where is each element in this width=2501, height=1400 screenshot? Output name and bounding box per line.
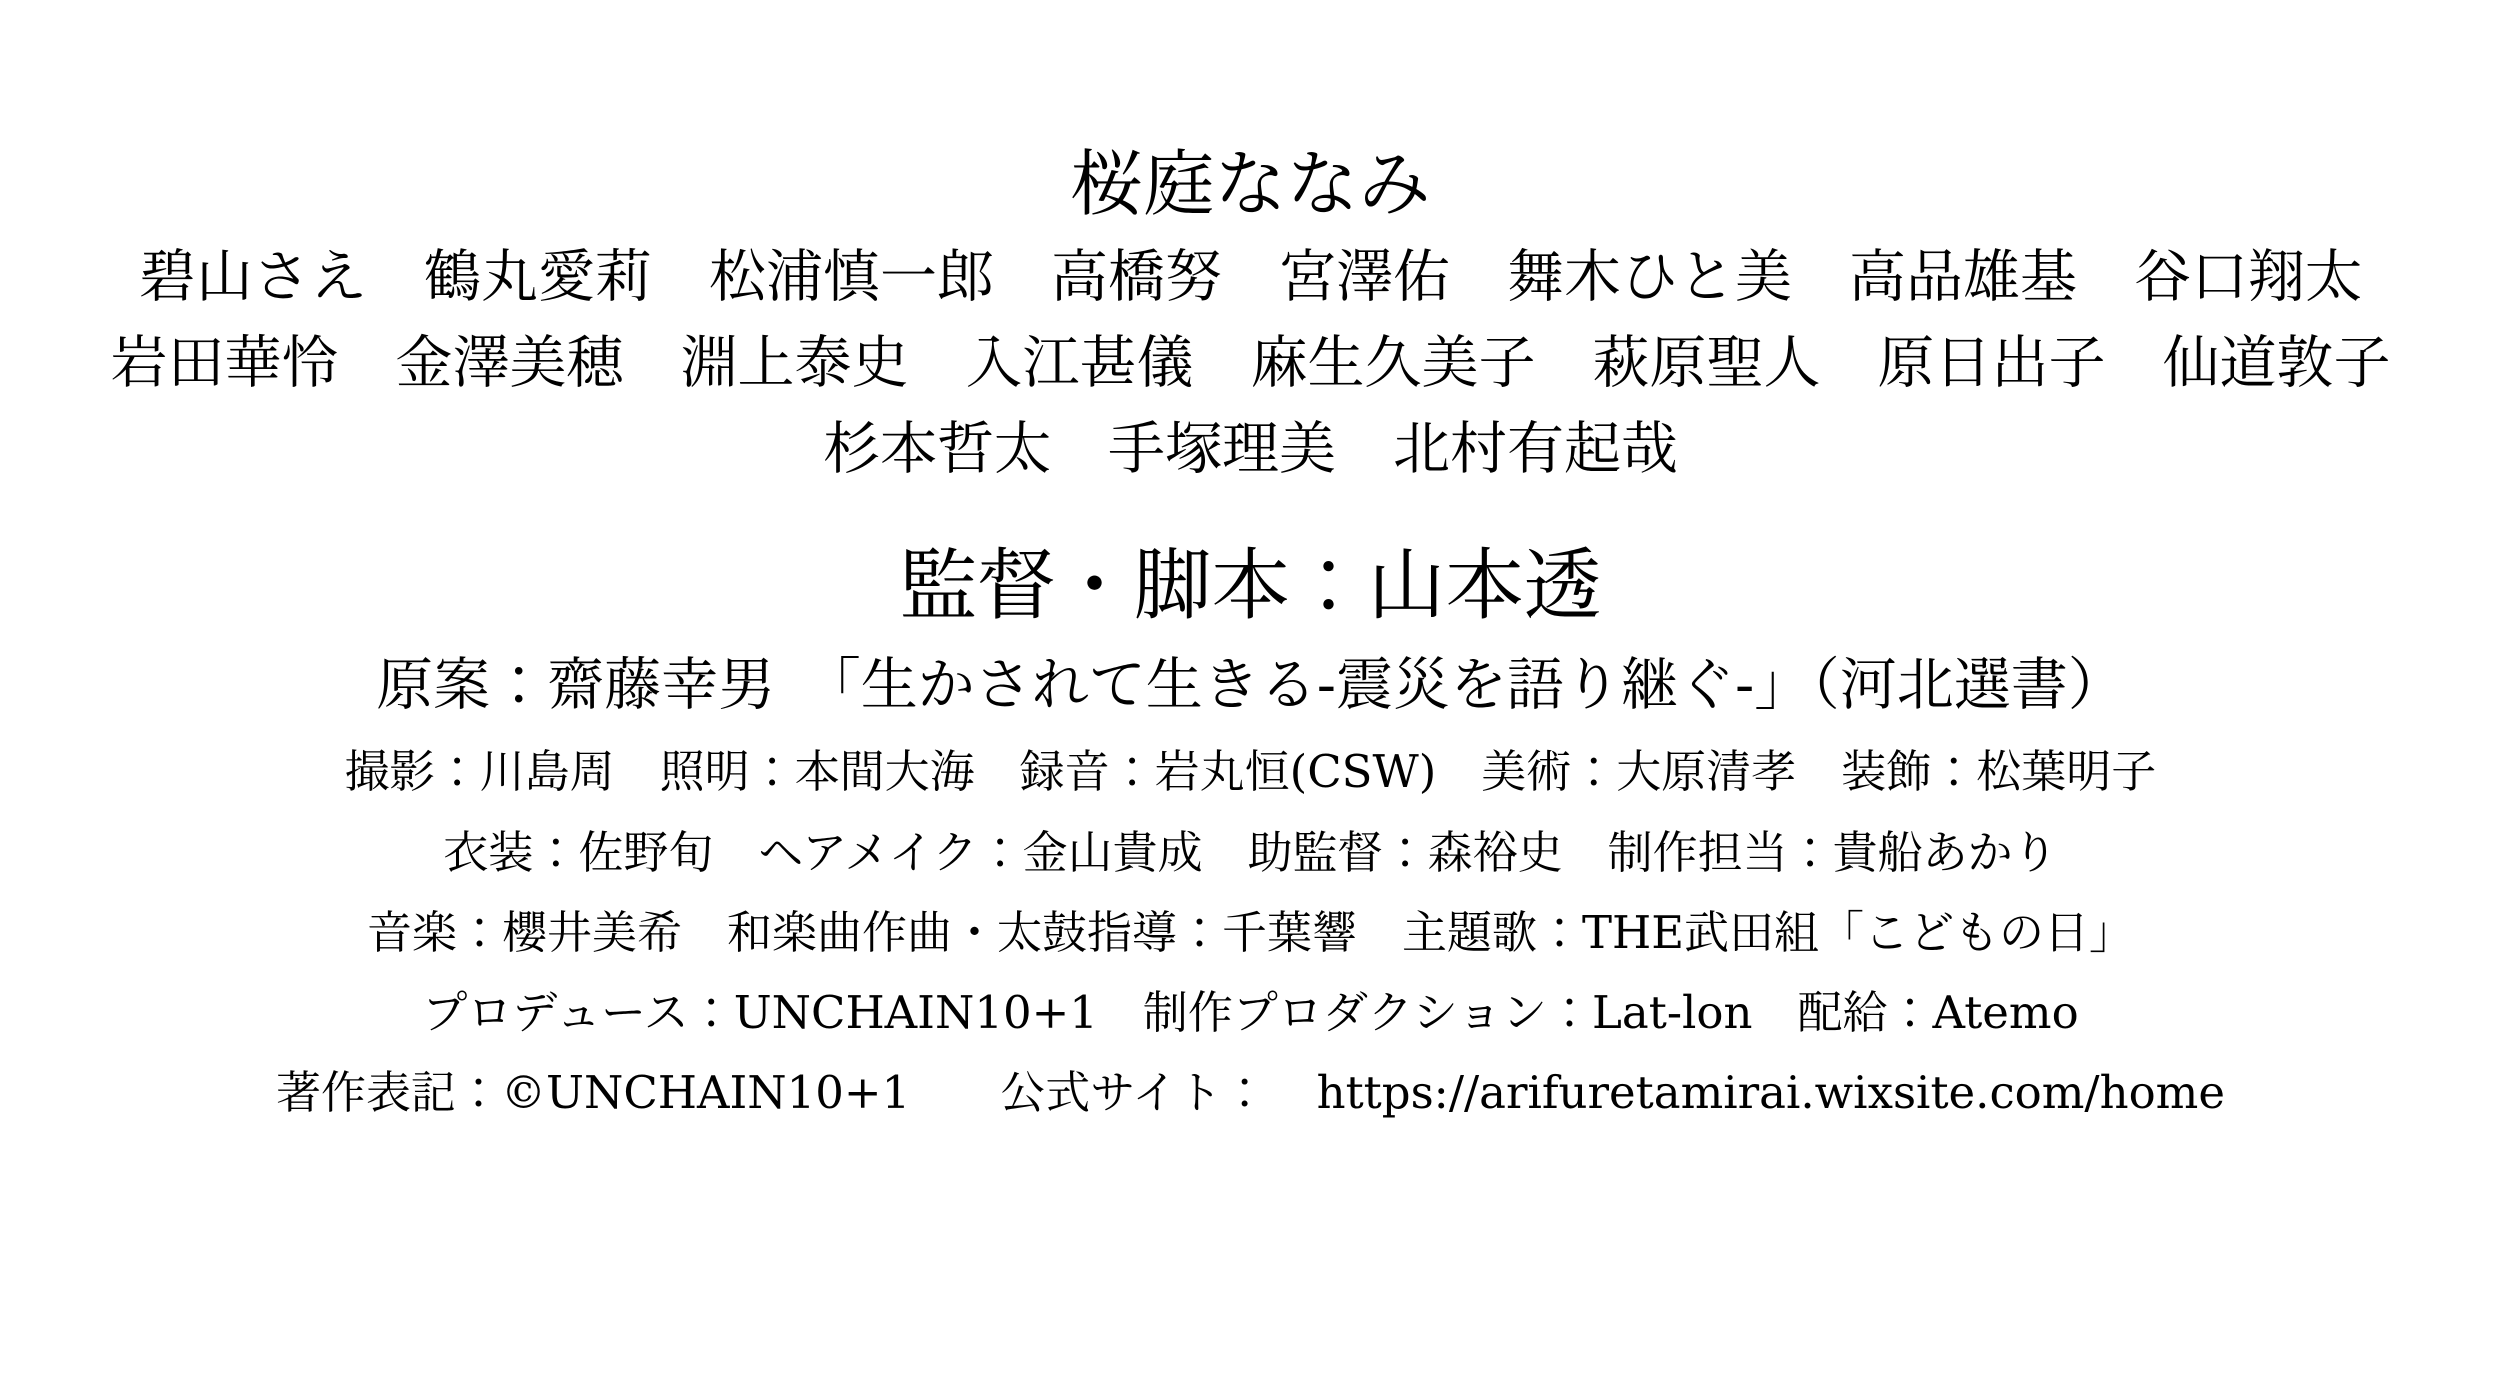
technical-staff-credit: 撮影：川島周 照明：本間大海 録音：岩丸恒(CSW) 美術：大原清孝 装飾：松葉明子 [344,744,2157,798]
copyright-site-line [0,1066,2501,1120]
official-site-label: 公式サイト： [1000,1065,1268,1119]
original-story-credit: 原案：齋藤幸男 「生かされて生きる-震災を語り継ぐ-」（河北選書） [376,652,2125,719]
film-credits-page [0,141,2501,1400]
production-distribution-credit: プロデュース：UNCHAIN10+1 制作プロダクション：Lat-lon 配給：Atemo [422,985,2079,1039]
wardrobe-staff-credit: 衣装：佐野旬 ヘアメイク：金山貴成 助監督：森裕史 制作担当：貴船あかり [443,825,2058,879]
music-theme-credit: 音楽：櫻井美希 和楽曲作曲・太鼓指導：千葉響 主題歌：THE武田組「こどもの日」 [366,905,2135,959]
cast-row-3: 杉本哲太 手塚理美 北村有起哉 [823,416,1678,483]
cast-row-2: 岩田華怜 金澤美穂 淵上泰史 入江甚儀 麻生久美子 萩原聖人 原日出子 仙道敦子 [110,329,2391,396]
official-site-url: https://arifuretamirai.wixsite.com/home [1316,1065,2225,1119]
director-writer-credit: 監督・脚本：山本透 [899,540,1602,631]
cast-row-1: 碧山さえ 鶴丸愛莉 松浦慎一郎 高橋努 宮澤佑 舞木ひと美 高品雄基 谷口翔太 [139,244,2362,311]
lead-actor-name: 桜庭ななみ [1070,142,1431,226]
copyright-notice: 著作表記：©UNCHAIN10+1 [276,1065,911,1119]
